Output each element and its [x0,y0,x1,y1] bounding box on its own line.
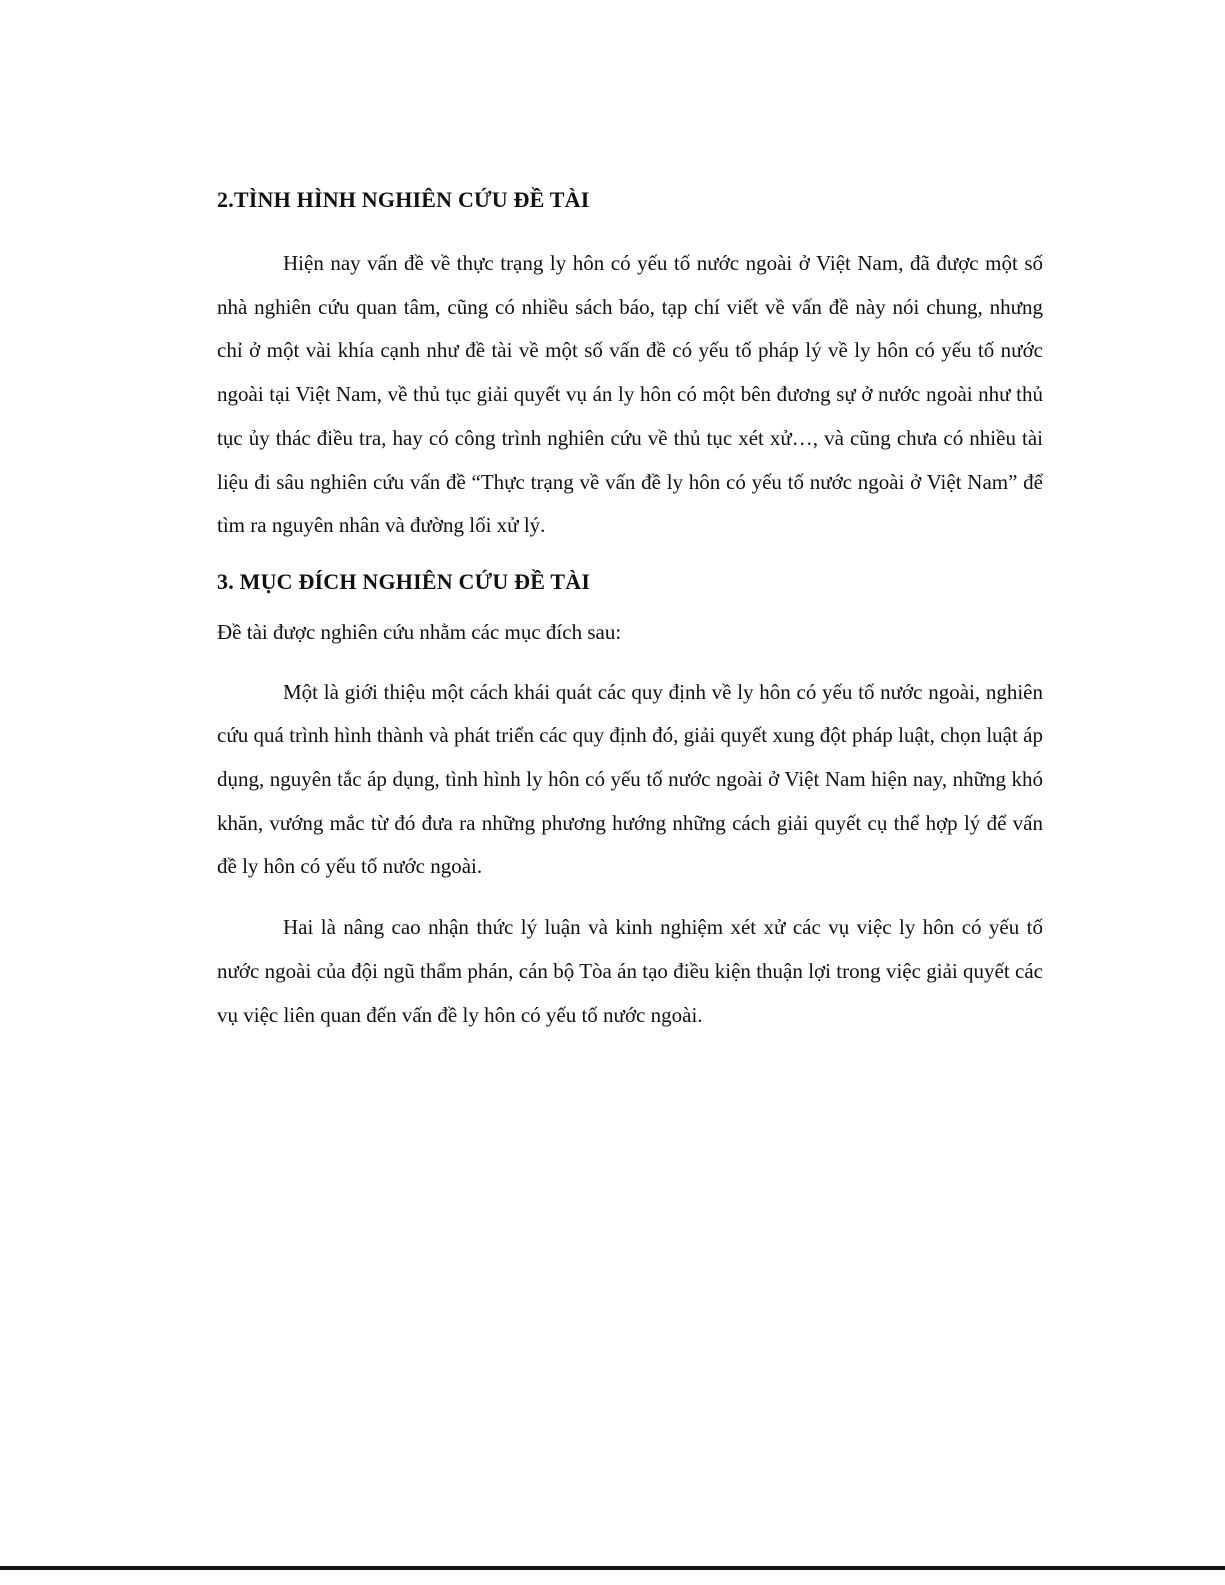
section-2-heading: 2.TÌNH HÌNH NGHIÊN CỨU ĐỀ TÀI [217,187,590,212]
document-content [217,181,1043,1037]
section-3-heading: 3. MỤC ĐÍCH NGHIÊN CỨU ĐỀ TÀI [217,568,591,594]
bottom-border-line [0,1566,1225,1570]
section-3-intro: Đề tài được nghiên cứu nhằm các mục đích sau: [217,619,622,644]
section-3-paragraph-1: Một là giới thiệu một cách khái quát các quy định về ly hôn có yếu tố nước ngoài, nghiên cứu quá trình hình thành và phát triển các quy định đó, giải quyết xung đột pháp luật, chọn luật áp dụng, nguyên tắc áp dụng, tình hình ly hôn có yếu tố nước ngoài ở Việt Nam hiện nay, những khó khăn, vướng mắc từ đó đưa ra những phương hướng những cách giải quyết cụ thể hợp lý để vấn đề ly hôn có yếu tố nước ngoài. [217,679,1043,879]
section-3-paragraph-2: Hai là nâng cao nhận thức lý luận và kinh nghiệm xét xử các vụ việc ly hôn có yếu tố nước ngoài của đội ngũ thẩm phán, cán bộ Tòa án tạo điều kiện thuận lợi trong việc giải quyết các vụ việc liên quan đến vấn đề ly hôn có yếu tố nước ngoài. [217,915,1043,1027]
section-2-paragraph: Hiện nay vấn đề về thực trạng ly hôn có yếu tố nước ngoài ở Việt Nam, đã được một số nhà nghiên cứu quan tâm, cũng có nhiều sách báo, tạp chí viết về vấn đề này nói chung, nhưng chỉ ở một vài khía cạnh như đề tài về một số vấn đề có yếu tố pháp lý về ly hôn có yếu tố nước ngoài tại Việt Nam, về thủ tục giải quyết vụ án ly hôn có một bên đương sự ở nước ngoài như thủ tục ủy thác điều tra, hay có công trình nghiên cứu về thủ tục xét xử…, và cũng chưa có nhiều tài liệu đi sâu nghiên cứu vấn đề “Thực trạng về vấn đề ly hôn có yếu tố nước ngoài ở Việt Nam” để tìm ra nguyên nhân và đường lối xử lý. [217,251,1043,538]
